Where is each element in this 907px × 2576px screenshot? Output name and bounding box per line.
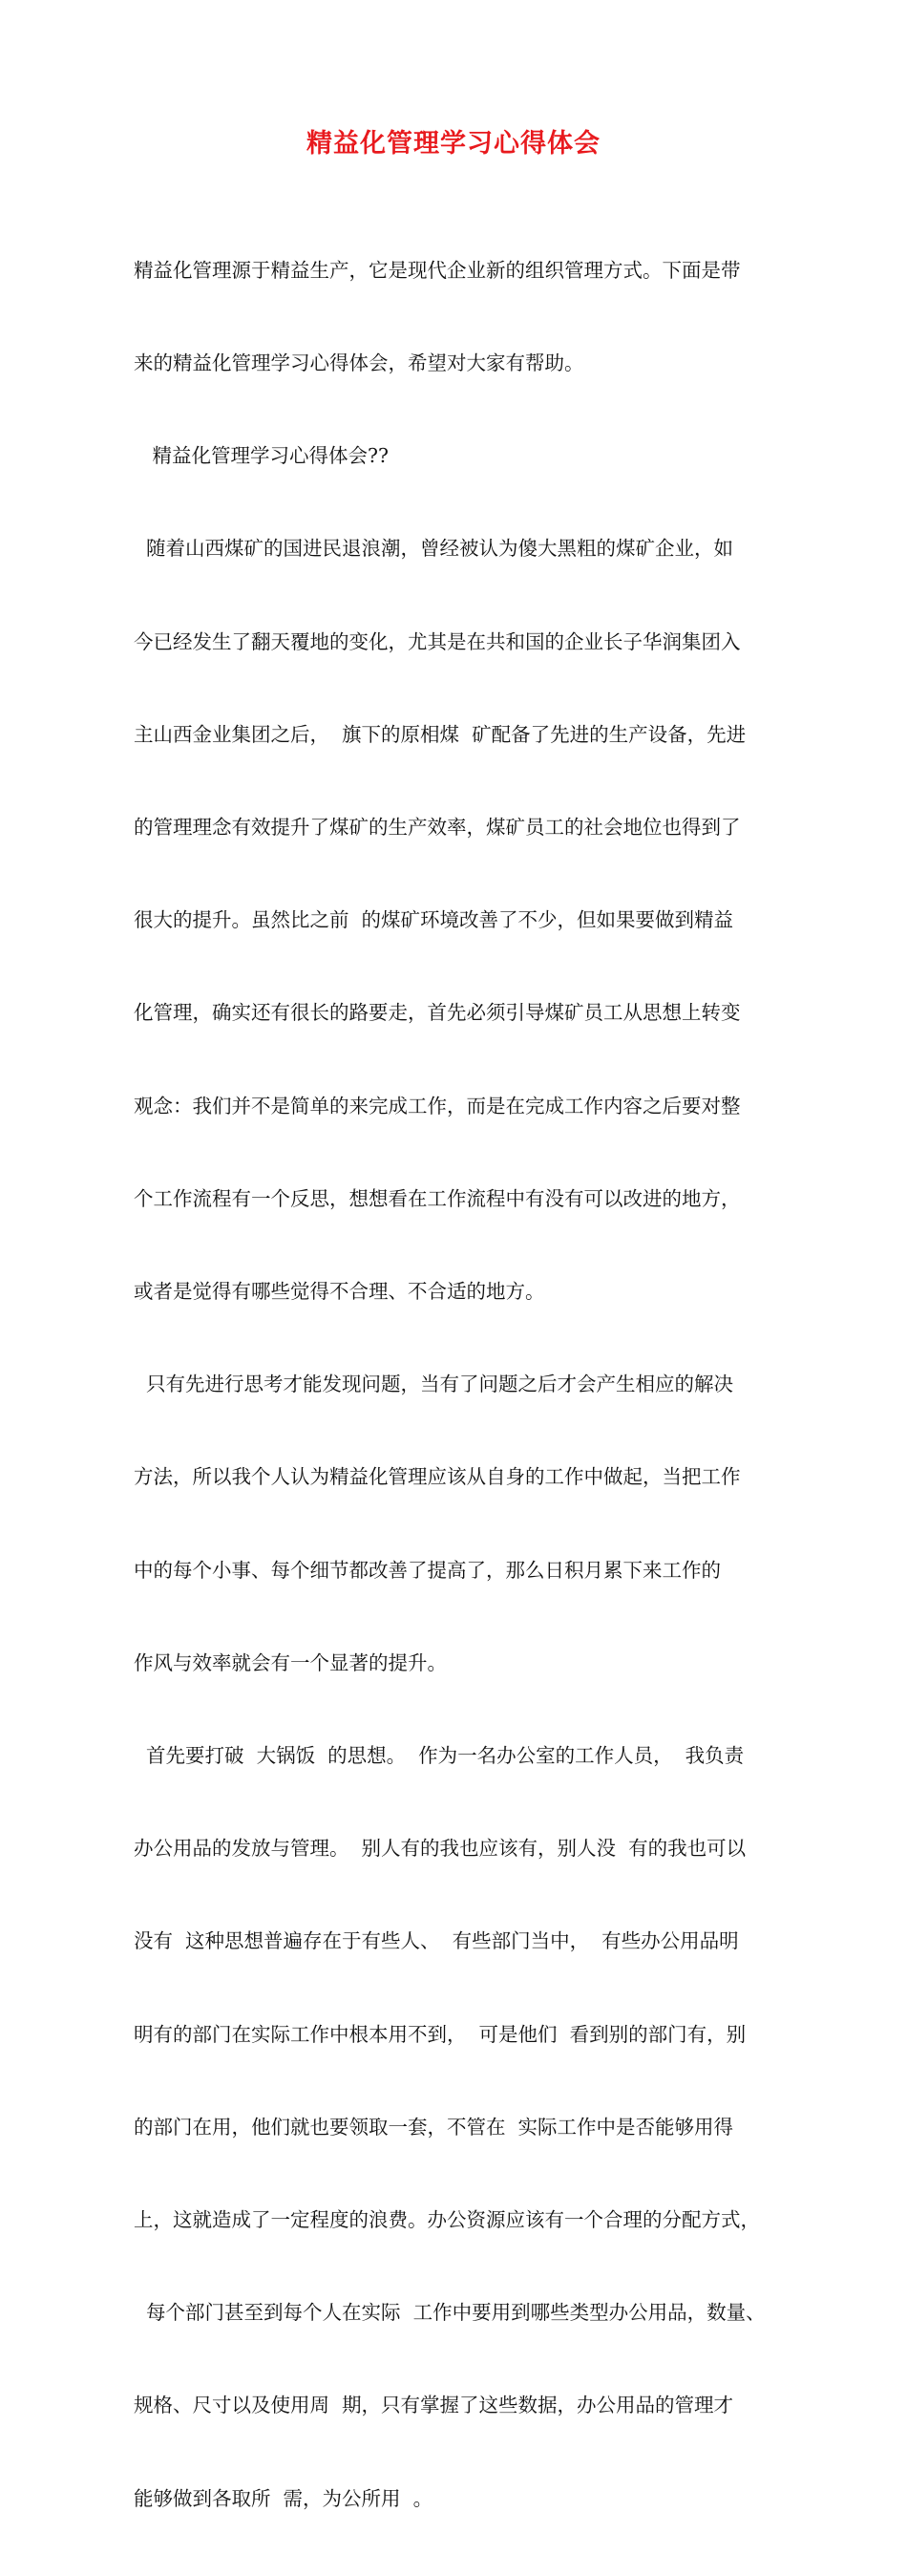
body-line: 的管理理念有效提升了煤矿的生产效率，煤矿员工的社会地位也得到了 [134, 816, 741, 840]
body-line: 精益化管理学习心得体会?? [134, 444, 390, 468]
body-line: 来的精益化管理学习心得体会，希望对大家有帮助。 [134, 351, 584, 375]
body-line: 规格、尺寸以及使用周 期，只有掌握了这些数据，办公用品的管理才 [134, 2394, 734, 2417]
body-line: 很大的提升。虽然比之前 的煤矿环境改善了不少，但如果要做到精益 [134, 908, 734, 932]
body-line: 随着山西煤矿的国进民退浪潮，曾经被认为傻大黑粗的煤矿企业，如 [134, 537, 734, 561]
body-line: 每个部门甚至到每个人在实际 工作中要用到哪些类型办公用品，数量、 [134, 2301, 766, 2325]
body-line: 化管理，确实还有很长的路要走，首先必须引导煤矿员工从思想上转变 [134, 1001, 741, 1025]
body-line: 首先要打破 大锅饭 的思想。 作为一名办公室的工作人员， 我负责 [134, 1744, 745, 1768]
document-body [134, 193, 792, 2576]
body-line: 的部门在用，他们就也要领取一套，不管在 实际工作中是否能够用得 [134, 2115, 734, 2139]
body-line: 个工作流程有一个反思，想想看在工作流程中有没有可以改进的地方， [134, 1186, 741, 1210]
body-line: 精益化管理源于精益生产，它是现代企业新的组织管理方式。下面是带 [134, 258, 741, 282]
document-title: 精益化管理学习心得体会 [306, 129, 601, 159]
body-line: 能够做到各取所 需，为公所用 。 [134, 2486, 433, 2510]
body-line: 方法，所以我个人认为精益化管理应该从自身的工作中做起，当把工作 [134, 1465, 741, 1489]
body-line: 今已经发生了翻天覆地的变化，尤其是在共和国的企业长子华润集团入 [134, 629, 741, 653]
body-line: 办公用品的发放与管理。 别人有的我也应该有，别人没 有的我也可以 [134, 1837, 747, 1861]
body-line: 上，这就造成了一定程度的浪费。办公资源应该有一个合理的分配方式， [134, 2208, 760, 2232]
body-line: 主山西金业集团之后， 旗下的原相煤 矿配备了先进的生产设备，先进 [134, 722, 747, 746]
body-line: 作风与效率就会有一个显著的提升。 [134, 1650, 447, 1674]
body-line: 或者是觉得有哪些觉得不合理、不合适的地方。 [134, 1280, 545, 1304]
body-line: 中的每个小事、每个细节都改善了提高了，那么日积月累下来工作的 [134, 1558, 721, 1582]
body-line: 没有 这种思想普遍存在于有些人、 有些部门当中， 有些办公用品明 [134, 1929, 739, 1953]
body-line: 明有的部门在实际工作中根本用不到， 可是他们 看到别的部门有，别 [134, 2022, 747, 2046]
body-line: 观念：我们并不是简单的来完成工作，而是在完成工作内容之后要对整 [134, 1094, 741, 1118]
body-line: 只有先进行思考才能发现问题，当有了问题之后才会产生相应的解决 [134, 1373, 734, 1396]
